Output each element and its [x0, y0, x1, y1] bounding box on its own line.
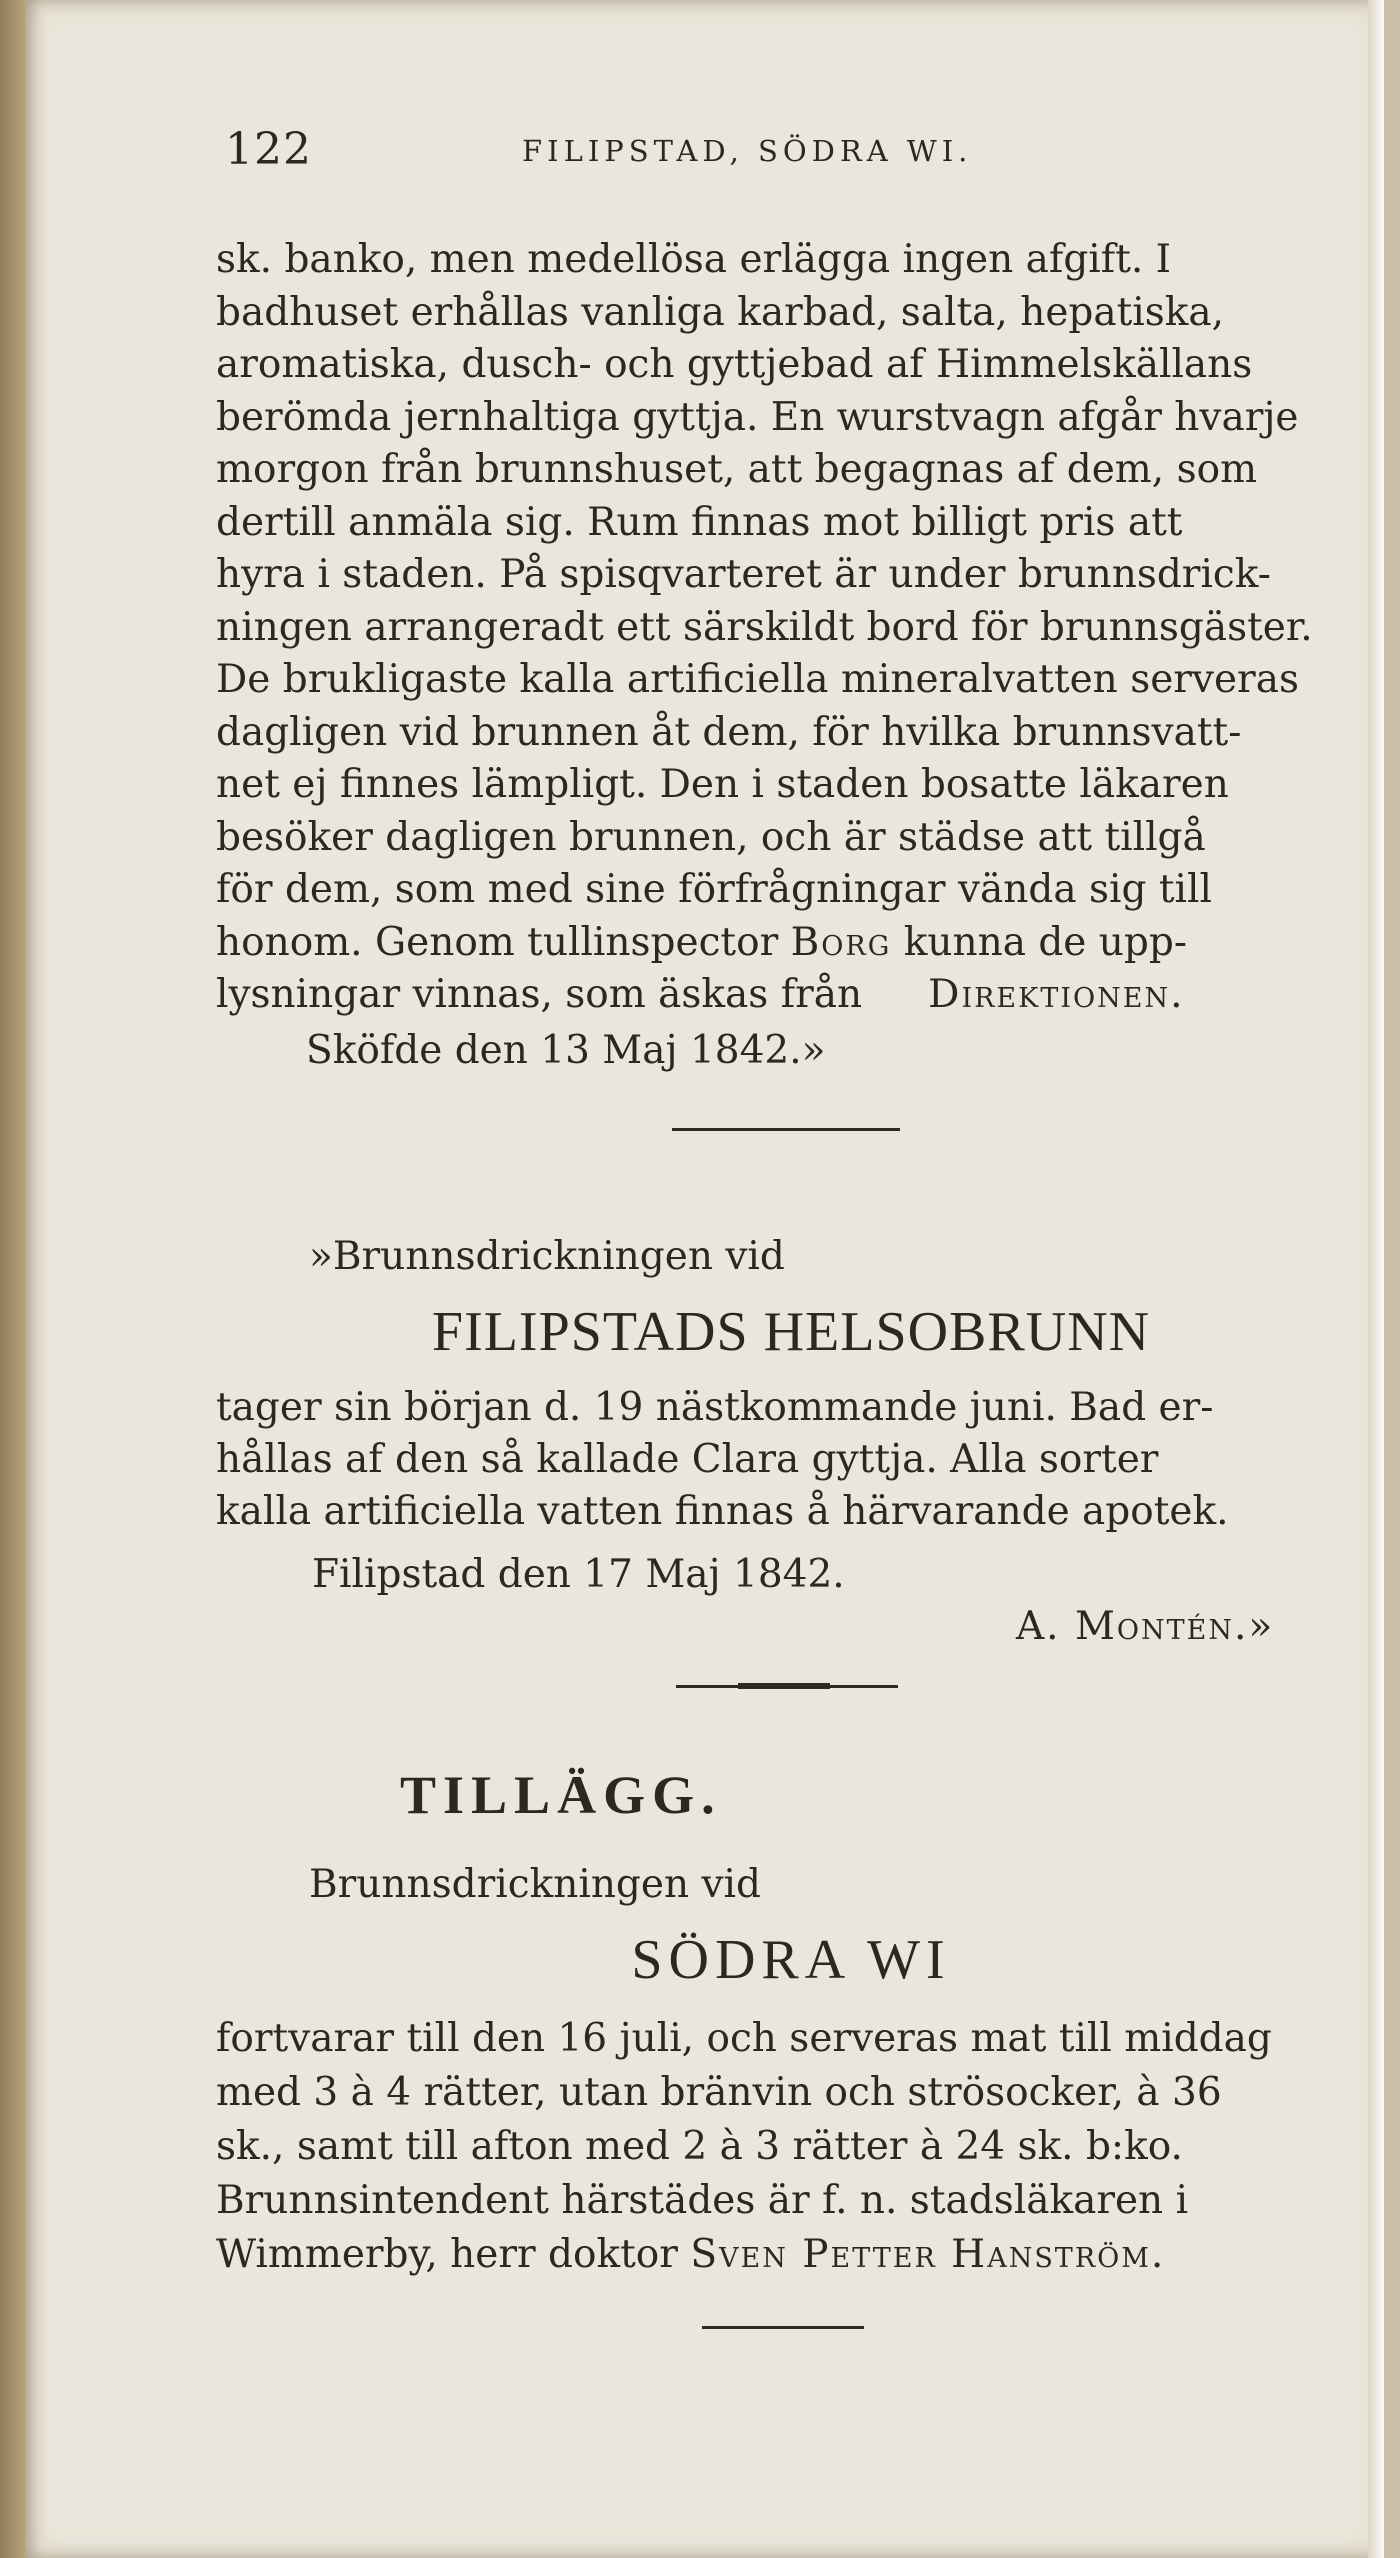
book-page — [26, 0, 1384, 2558]
text-line: aromatiska, dusch- och gyttjebad af Himmelskällans — [216, 342, 1253, 387]
doctor-name: Sven Petter Hanström. — [690, 2232, 1166, 2277]
text-line: dagligen vid brunnen åt dem, för hvilka brunnsvatt- — [216, 709, 1242, 755]
supplement-intro: Brunnsdrickningen vid — [309, 1862, 761, 1907]
running-head: FILIPSTAD, SÖDRA WI. — [522, 134, 973, 168]
text-line: hyra i staden. På spisqvarteret är under brunnsdrick- — [216, 552, 1271, 597]
notice-dateline: Filipstad den 17 Maj 1842. — [312, 1552, 845, 1597]
text-segment: Wimmerby, herr doktor — [216, 2232, 691, 2277]
text-line: kalla artificiella vatten finnas å härvarande apotek. — [216, 1489, 1229, 1534]
text-line: hållas af den så kallade Clara gyttja. Alla sorter — [216, 1437, 1159, 1482]
text-line: net ej finnes lämpligt. Den i staden bosatte läkaren — [216, 762, 1229, 807]
name-borg: Borg — [790, 919, 892, 965]
section-divider-ornament-center — [738, 1683, 830, 1689]
text-segment: kunna de upp- — [891, 919, 1188, 965]
text-line: De brukligaste kalla artificiella mineralvatten serveras — [216, 657, 1299, 702]
page-number: 122 — [225, 124, 312, 175]
text-line: för dem, som med sine förfrågningar vända sig till — [216, 867, 1212, 912]
notice-signature: A. Montén.» — [1016, 1604, 1275, 1649]
text-line: med 3 à 4 rätter, utan bränvin och strösocker, à 36 — [216, 2070, 1222, 2115]
book-binding-edge — [0, 0, 26, 2558]
text-line: dertill anmäla sig. Rum finnas mot billigt pris att — [216, 499, 1183, 545]
paragraph-filipstad — [216, 1382, 1366, 1538]
supplement-heading: TILLÄGG. — [400, 1765, 722, 1825]
text-line: Brunnsintendent härstädes är f. n. stadsläkaren i — [216, 2178, 1189, 2223]
text-line: berömda jernhaltiga gyttja. En wurstvagn afgår hvarje — [216, 394, 1299, 440]
text-line — [216, 2228, 1366, 2282]
text-line: sk., samt till afton med 2 à 3 rätter à 24 sk. b:ko. — [216, 2124, 1183, 2169]
supplement-title: SÖDRA WI — [631, 1929, 951, 1991]
notice-title: FILIPSTADS HELSOBRUNN — [431, 1301, 1151, 1363]
page-edge-right — [1368, 0, 1384, 2558]
text-line: ningen arrangeradt ett särskildt bord för brunnsgäster. — [216, 604, 1313, 650]
text-segment: lysningar vinnas, som äskas från — [216, 972, 863, 1017]
section-divider — [672, 1128, 900, 1131]
direktionen-signature: Direktionen. — [928, 972, 1185, 1017]
text-line — [216, 969, 1366, 1022]
text-line: morgon från brunnshuset, att begagnas af dem, som — [216, 447, 1258, 492]
text-line: besöker dagligen brunnen, och är städse att tillgå — [216, 814, 1206, 860]
paragraph-sodra-wi — [216, 2012, 1366, 2282]
text-line — [216, 917, 1366, 970]
text-segment: honom. Genom tullinspector — [216, 919, 791, 965]
page-header — [26, 118, 1384, 178]
text-line: fortvarar till den 16 juli, och serveras mat till middag — [216, 2016, 1272, 2061]
text-line: tager sin början d. 19 nästkommande juni. Bad er- — [216, 1385, 1214, 1430]
text-line: badhuset erhållas vanliga karbad, salta, hepatiska, — [216, 289, 1225, 335]
notice-intro: »Brunnsdrickningen vid — [309, 1234, 785, 1279]
signoff-line: Sköfde den 13 Maj 1842.» — [306, 1028, 826, 1073]
end-divider — [702, 2326, 864, 2329]
text-line: sk. banko, men medellösa erlägga ingen afgift. I — [216, 237, 1172, 282]
paragraph-brunn-info — [216, 234, 1366, 1022]
